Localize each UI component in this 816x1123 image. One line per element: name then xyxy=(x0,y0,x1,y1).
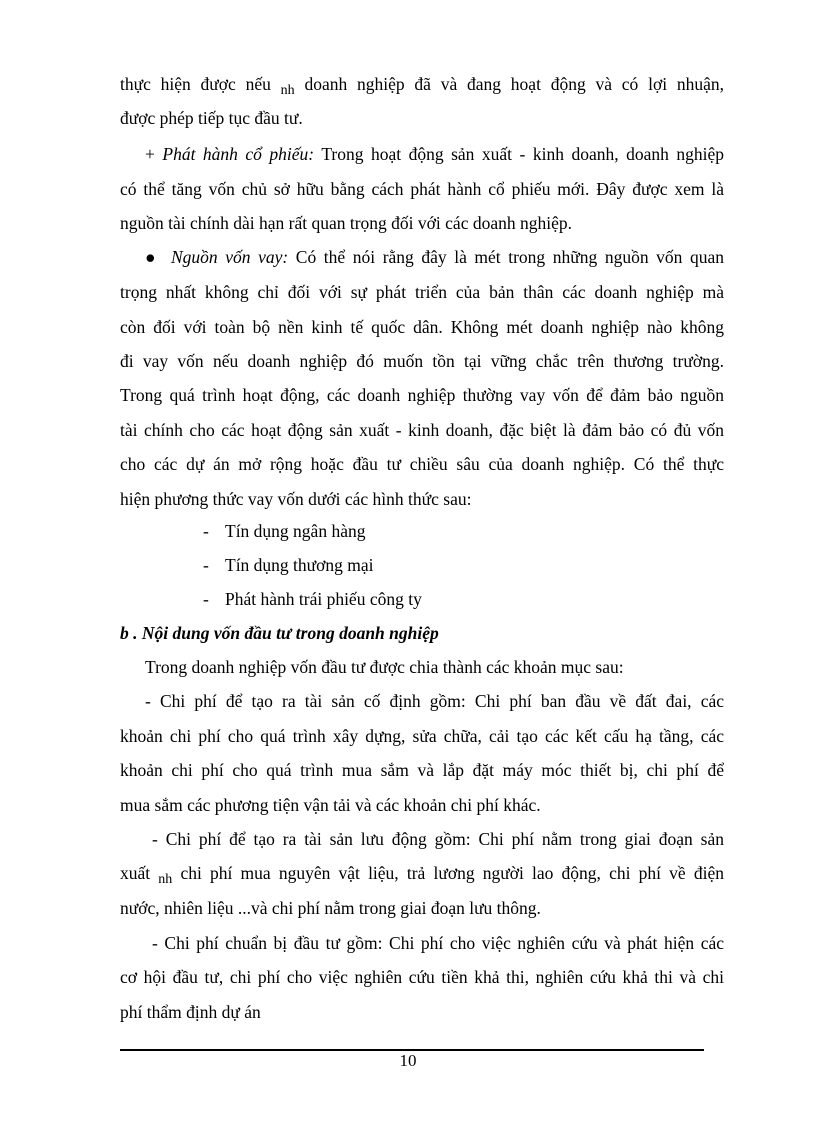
p1-line-2: được phép tiếp tục đầu tư. xyxy=(120,108,303,128)
p7-line-1: - Chi phí chuẩn bị đầu tư gồm: Chi phí cho việc nghiên cứu và phát hiện các xyxy=(152,933,724,953)
p5-text: Chi phí để tạo ra tài sản cố định gồm: Chi phí ban đầu về đất đai, các xyxy=(150,691,724,711)
p3-line-7: cho các dự án mở rộng hoặc đầu tư chiều sâu của doanh nghiệp. Có thể thực xyxy=(120,454,724,474)
list-item-label: Phát hành trái phiếu công ty xyxy=(225,589,422,609)
p7-line-2: cơ hội đầu tư, chi phí cho việc nghiên cứu tiền khả thi, nghiên cứu khả thi và chi xyxy=(120,967,724,987)
p3-line-5: Trong quá trình hoạt động, các doanh nghiệp thường vay vốn để đảm bảo nguồn xyxy=(120,385,724,405)
p3-line-1 xyxy=(145,246,724,268)
p1-subscript: nh xyxy=(280,83,295,98)
p6-text-b: chi phí mua nguyên vật liệu, trả lương người lao động, chi phí về điện xyxy=(172,863,724,883)
p4-line-1: Trong doanh nghiệp vốn đầu tư được chia thành các khoản mục sau: xyxy=(145,657,624,677)
p6-line-1: - Chi phí để tạo ra tài sản lưu động gồm: Chi phí nằm trong giai đoạn sản xyxy=(152,829,724,849)
dash-icon: - xyxy=(203,521,209,541)
p2-term: Phát hành cổ phiếu: xyxy=(162,144,315,164)
p6-subscript: nh xyxy=(158,872,173,887)
dash-icon: - xyxy=(203,555,209,575)
list-item xyxy=(203,588,603,610)
dash-icon: - xyxy=(145,691,151,711)
p3-line-3: còn đối với toàn bộ nền kinh tế quốc dân. Không mét doanh nghiệp nào không xyxy=(120,317,724,337)
p5-line-2: khoản chi phí cho quá trình xây dựng, sửa chữa, cải tạo các kết cấu hạ tầng, các xyxy=(120,726,724,746)
p7-line-3: phí thẩm định dự án xyxy=(120,1002,261,1022)
p2-line-2: có thể tăng vốn chủ sở hữu bằng cách phát hành cổ phiếu mới. Đây được xem là xyxy=(120,179,724,199)
p3-term: Nguồn vốn vay: xyxy=(171,247,289,267)
list-item xyxy=(203,520,603,542)
p3-line-4: đi vay vốn nếu doanh nghiệp đó muốn tồn tại vững chắc trên thương trường. xyxy=(120,351,724,371)
p3-line-6: tài chính cho các hoạt động sản xuất - kinh doanh, đặc biệt là đảm bảo có đủ vốn xyxy=(120,420,724,440)
p6-line-3: nước, nhiên liệu ...và chi phí nằm trong giai đoạn lưu thông. xyxy=(120,898,541,918)
list-item xyxy=(203,554,603,576)
p6-line-2 xyxy=(120,862,724,887)
bullet-icon: ● xyxy=(145,247,156,267)
p2-text: Trong hoạt động sản xuất - kinh doanh, doanh nghiệp xyxy=(314,144,724,164)
p5-line-1 xyxy=(145,690,724,712)
p6-text-a: xuất xyxy=(120,863,159,883)
dash-icon: - xyxy=(203,589,209,609)
list-item-label: Tín dụng thương mại xyxy=(225,555,374,575)
p3-line-8: hiện phương thức vay vốn dưới các hình thức sau: xyxy=(120,489,472,509)
p5-line-3: khoản chi phí cho quá trình mua sắm và lắp đặt máy móc thiết bị, chi phí để xyxy=(120,760,724,780)
p2-line-1 xyxy=(145,143,724,165)
p5-line-4: mua sắm các phương tiện vận tải và các khoản chi phí khác. xyxy=(120,795,541,815)
p2-line-3: nguồn tài chính dài hạn rất quan trọng đối với các doanh nghiệp. xyxy=(120,213,572,233)
p1-line-1 xyxy=(120,73,724,98)
page-number: 10 xyxy=(399,1051,417,1070)
list-item-label: Tín dụng ngân hàng xyxy=(225,521,366,541)
p1-text-b: doanh nghiệp đã và đang hoạt động và có lợi nhuận, xyxy=(294,74,724,94)
p1-text-a: thực hiện được nếu xyxy=(120,74,281,94)
p3-line-2: trọng nhất không chỉ đối với sự phát triển của bản thân các doanh nghiệp mà xyxy=(120,282,724,302)
section-heading: b . Nội dung vốn đầu tư trong doanh nghiệp xyxy=(120,623,439,643)
p3-text: Có thể nói rằng đây là mét trong những nguồn vốn quan xyxy=(288,247,724,267)
p2-plus: + xyxy=(145,144,163,164)
